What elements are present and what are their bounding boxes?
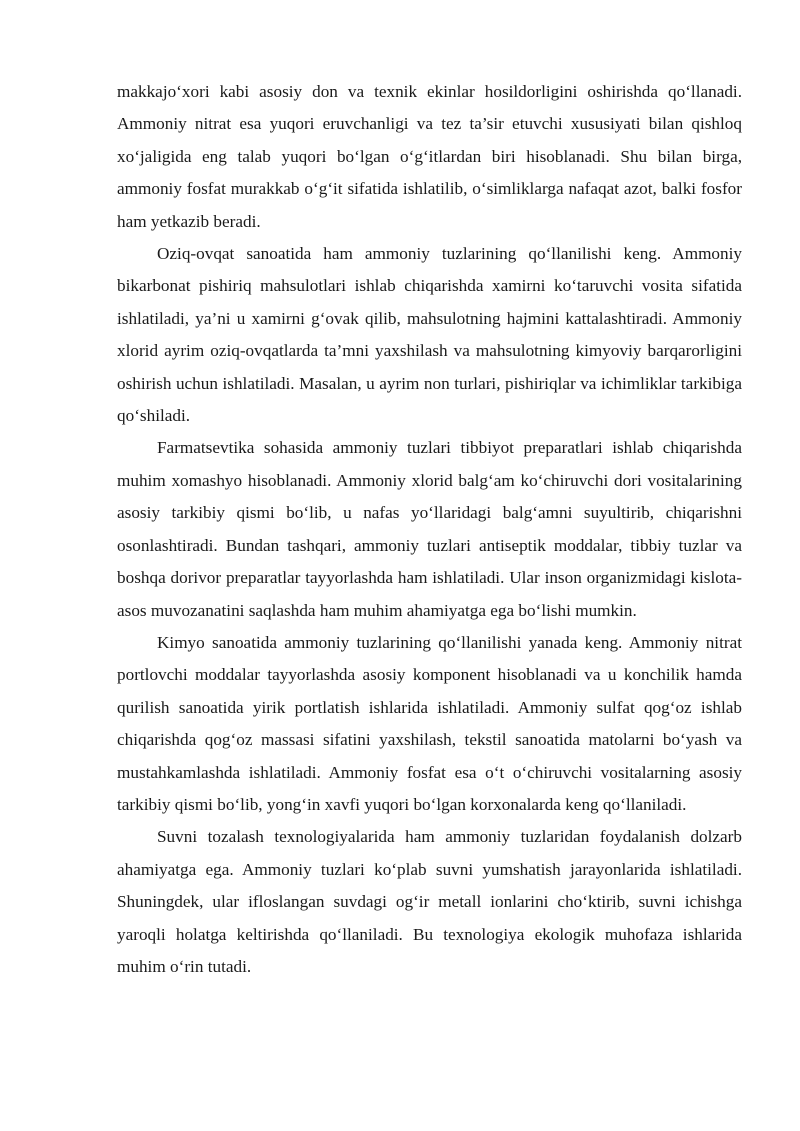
paragraph-5: Suvni tozalash texnologiyalarida ham ammoniy tuzlaridan foydalanish dolzarb ahamiyatga ega. Ammoniy tuzlari ko‘plab suvni yumshatish jarayonlarida ishlatiladi. Shuningdek, ular ifloslangan suvdagi og‘ir metall ionlarini cho‘ktirib, suvni ichishga yaroqli holatga keltirishda qo‘llaniladi. Bu texnologiya ekologik muhofaza ishlarida muhim o‘rin tutadi. [117,827,742,976]
paragraph-3: Farmatsevtika sohasida ammoniy tuzlari tibbiyot preparatlari ishlab chiqarishda muhim xomashyo hisoblanadi. Ammoniy xlorid balg‘am ko‘chiruvchi dori vositalarining asosiy tarkibiy qismi bo‘lib, u nafas yo‘llaridagi balg‘amni suyultirib, chiqarishni osonlashtiradi. Bundan tashqari, ammoniy tuzlari antiseptik moddalar, tibbiy tuzlar va boshqa dorivor preparatlar tayyorlashda ham ishlatiladi. Ular inson organizmidagi kislota-asos muvozanatini saqlashda ham muhim ahamiyatga ega bo‘lishi mumkin. [117,438,742,620]
paragraph-2: Oziq-ovqat sanoatida ham ammoniy tuzlarining qo‘llanilishi keng. Ammoniy bikarbonat pishiriq mahsulotlari ishlab chiqarishda xamirni ko‘taruvchi vosita sifatida ishlatiladi, ya’ni u xamirni g‘ovak qilib, mahsulotning hajmini kattalashtiradi. Ammoniy xlorid ayrim oziq-ovqatlarda ta’mni yaxshilash va mahsulotning kimyoviy barqarorligini oshirish uchun ishlatiladi. Masalan, u ayrim non turlari, pishiriqlar va ichimliklar tarkibiga qo‘shiladi. [117,244,742,426]
paragraph-4: Kimyo sanoatida ammoniy tuzlarining qo‘llanilishi yanada keng. Ammoniy nitrat portlovchi moddalar tayyorlashda asosiy komponent hisoblanadi va u konchilik hamda qurilish sanoatida yirik portlatish ishlarida ishlatiladi. Ammoniy sulfat qog‘oz ishlab chiqarishda qog‘oz massasi sifatini yaxshilash, tekstil sanoatida matolarni bo‘yash va mustahkamlashda ishlatiladi. Ammoniy fosfat esa o‘t o‘chiruvchi vositalarning asosiy tarkibiy qismi bo‘lib, yong‘in xavfi yuqori bo‘lgan korxonalarda keng qo‘llaniladi. [117,632,742,814]
paragraph-1: makkajo‘xori kabi asosiy don va texnik ekinlar hosildorligini oshirishda qo‘llanadi. Ammoniy nitrat esa yuqori eruvchanligi va tez ta’sir etuvchi xususiyati bilan qishloq xo‘jaligida eng talab yuqori bo‘lgan o‘g‘itlardan biri hisoblanadi. Shu bilan birga, ammoniy fosfat murakkab o‘g‘it sifatida ishlatilib, o‘simliklarga nafaqat azot, balki fosfor ham yetkazib beradi. [117,82,742,231]
body-text [117,76,742,983]
